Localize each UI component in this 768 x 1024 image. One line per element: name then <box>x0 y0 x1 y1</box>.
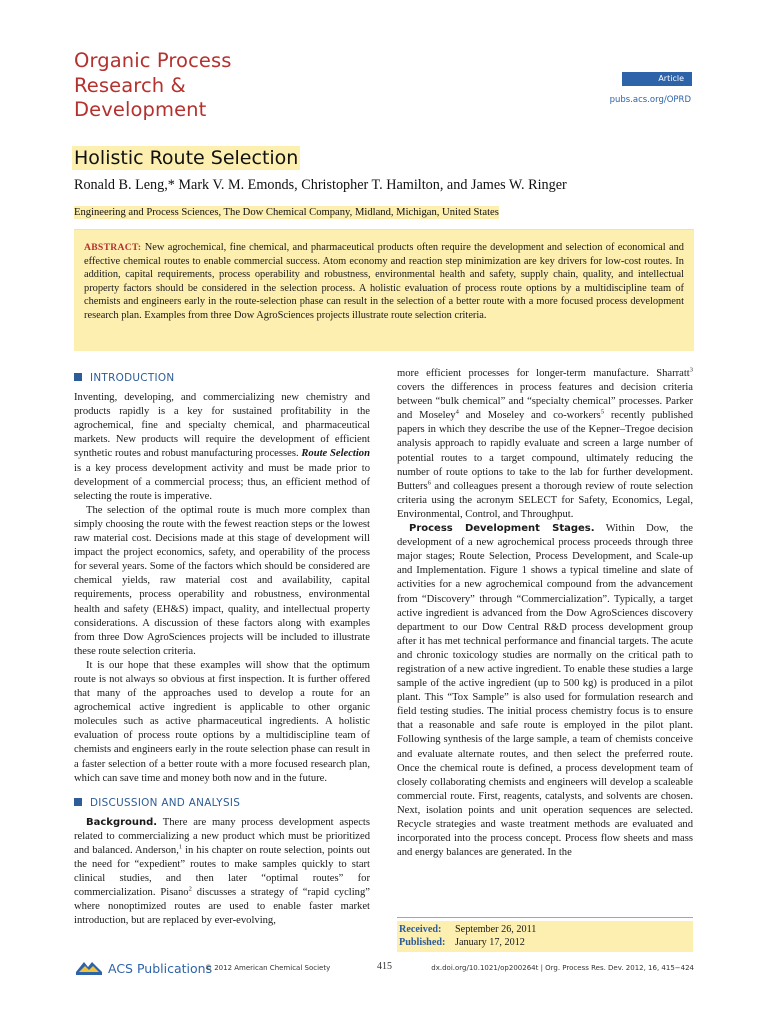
emphasis-route-selection: Route Selection <box>301 448 370 460</box>
text-run: covers the differences in process features and decision criteria between “bulk chemical” and “specialty chemical” processes. Parker and Moseley <box>397 382 693 422</box>
journal-name-line: Research & <box>74 73 186 97</box>
left-column <box>74 367 370 929</box>
abstract-box <box>74 229 694 351</box>
right-column <box>397 367 693 860</box>
article-type-badge: Article <box>622 72 692 86</box>
text-run: is a key process development activity and must be made prior to development of a commercial process; thus, an efficient method of selecting the route is imperative. <box>74 462 370 502</box>
received-label: Received: <box>399 924 442 935</box>
doi-citation-link[interactable]: dx.doi.org/10.1021/op200264t | Org. Process Res. Dev. 2012, 16, 415−424 <box>431 964 694 972</box>
text-run: and colleagues present a thorough review of route selection criteria using the acronym SELECT for Safety, Economics, Legal, Environmental, Control, and Throughput. <box>397 480 693 520</box>
runin-heading-stages: Process Development Stages. <box>409 523 595 535</box>
text-run: There are many process development aspects related to commercializing a new product which must be prioritized and balanced. Anderson, <box>74 816 370 856</box>
intro-paragraph-1 <box>74 391 370 504</box>
reference-link[interactable]: 3 <box>689 366 693 374</box>
reference-link[interactable]: 1 <box>178 843 183 851</box>
abstract-text: New agrochemical, fine chemical, and pharmaceutical products often require the development and selection of economical and effective chemical routes to enable commercial success. Atom economy and reaction step minimization are key drivers for low-cost routes. In addition, capital requirements, process operability and robustness, environmental health and safety, supply chain, quality, and intellectual property factors should be considered in the selection process. A holistic evaluation of process route options by a multidiscipline team of chemists and engineers early in the route-selection phase can result in the selection of a better route with a more focused process development research plan. Examples from three Dow AgroSciences projects illustrate route selection criteria. <box>84 242 684 321</box>
reference-link[interactable]: 4 <box>455 408 459 416</box>
text-run: more efficient processes for longer-term manufacture. Sharratt <box>397 368 690 379</box>
journal-name <box>74 49 232 123</box>
runin-heading-background: Background. <box>86 816 158 828</box>
acs-logo-text: ACS Publications <box>108 960 213 976</box>
text-run: Inventing, developing, and commercializing new chemistry and products rapidly is a key for sustained profitability in the agrochemical, fine and specialty chemical, and pharmaceutical markets. New products will require the development of efficient synthetic routes and robust manufacturing processes. <box>74 392 370 460</box>
intro-paragraph-2: The selection of the optimal route is much more complex than simply choosing the route with the fewest reaction steps or the lowest raw material cost. Decisions made at this stage of development will impact the project economics, safety, and operability of the process for several years. Some of the factors which should be considered are chemical yields, raw material cost and availability, capital requirements, process operability and robustness, environmental health and safety (EH&S) impact, quality, and intellectual property considerations. A discussion of these factors along with examples from three Dow AgroSciences projects will be included to illustrate these route selection criteria. <box>74 504 370 657</box>
journal-name-line: Organic Process <box>74 49 232 72</box>
section-heading-text: DISCUSSION AND ANALYSIS <box>90 796 241 809</box>
section-square-icon <box>74 373 82 381</box>
published-row <box>399 936 693 949</box>
paper-title: Holistic Route Selection <box>74 147 299 169</box>
section-square-icon <box>74 798 82 806</box>
publication-dates <box>397 917 693 952</box>
background-paragraph <box>74 816 370 929</box>
text-run: recently published papers in which they describe the use of the Kepner–Tregoe decision analysis approach to rapidly evaluate and screen a large number of potential routes to a target compound, ultimately reducing the number of route options to take to the lab for further development. Butters <box>397 410 693 492</box>
journal-url-link[interactable]: pubs.acs.org/OPRD <box>609 95 691 105</box>
section-heading-introduction <box>74 371 370 385</box>
dates-panel <box>397 921 693 952</box>
received-row <box>399 923 693 936</box>
text-run: in his chapter on route selection, points out the need for “expedient” routes to make samples quickly to start clinical studies, and then later “optimal routes” for commercialization. Pisano <box>74 845 371 899</box>
page-number: 415 <box>377 961 392 972</box>
acs-publications-logo[interactable] <box>74 958 212 978</box>
section-heading-discussion <box>74 796 370 810</box>
text-run: Within Dow, the development of a new agrochemical process proceeds through three major stages; Route Selection, Process Development, and Scale-up and Implementation. Figure 1 shows a typical timeline and slate of activities for a new agrochemical compound from the advancement from “Discovery” through “Commercialization”. Typically, a target active ingredient is advanced from the Dow AgroSciences discovery department to our Dow Central R&D process development group after it has met technical performance and financial targets. The acute and chronic toxicology studies are normally on the critical path to registration of a new active ingredient. To enable these studies a large sample of the active ingredient (up to 500 kg) is produced in a pilot plant. This “Tox Sample” is also used for formulation research and field testing studies. The initial process chemistry focus is to ensure that a reasonable and safe route is employed in the pilot plant. Following synthesis of the large sample, a team of chemists conceive and evaluate alternate routes, and then select the preferred route. Once the chemical route is defined, a process development team of closely collaborating chemists and engineers will develop a scaleable commercial route. First, reagents, catalysts, and solvents are chosen. Next, isolation points and unit operation sequences are selected. Recycle strategies and waste treatment methods are evaluated and incorporated into the process concept. Process flow sheets and mass and energy balances are generated. In the <box>397 523 693 859</box>
section-heading-text: INTRODUCTION <box>90 372 175 384</box>
right-paragraph-1 <box>397 367 693 522</box>
acs-logo-icon <box>74 958 104 978</box>
stages-paragraph <box>397 522 693 860</box>
published-date: January 17, 2012 <box>455 937 525 949</box>
text-run: discusses a strategy of “rapid cycling” where nonoptimized routes are used to enable faster market introduction, but are replaced by ever-evolving, <box>74 887 370 927</box>
author-list: Ronald B. Leng,* Mark V. M. Emonds, Christopher T. Hamilton, and James W. Ringer <box>74 177 567 193</box>
abstract-label: ABSTRACT: <box>84 242 142 253</box>
received-date: September 26, 2011 <box>455 924 537 935</box>
journal-name-line: Development <box>74 98 207 121</box>
reference-link[interactable]: 5 <box>600 408 605 416</box>
copyright: © 2012 American Chemical Society <box>205 964 331 972</box>
reference-link[interactable]: 6 <box>427 479 431 487</box>
affiliation: Engineering and Process Sciences, The Dow Chemical Company, Midland, Michigan, United States <box>74 207 499 218</box>
text-run: and Moseley and co-workers <box>458 410 601 422</box>
intro-paragraph-3: It is our hope that these examples will show that the optimum route is not always so obvious at first inspection. It is further offered that many of the approaches used to develop a route for an agrochemical active ingredient is applicable to other organic molecules such as active pharmaceutical ingredients. A holistic evaluation of process route options by a multidiscipline team of chemists and engineers early in the route selection phase can result in a faster selection of a better route with a more focused research plan, which can save time and money both now and in the future. <box>74 659 370 784</box>
reference-link[interactable]: 2 <box>188 885 192 893</box>
published-label: Published: <box>399 937 446 949</box>
page-footer <box>74 960 694 980</box>
